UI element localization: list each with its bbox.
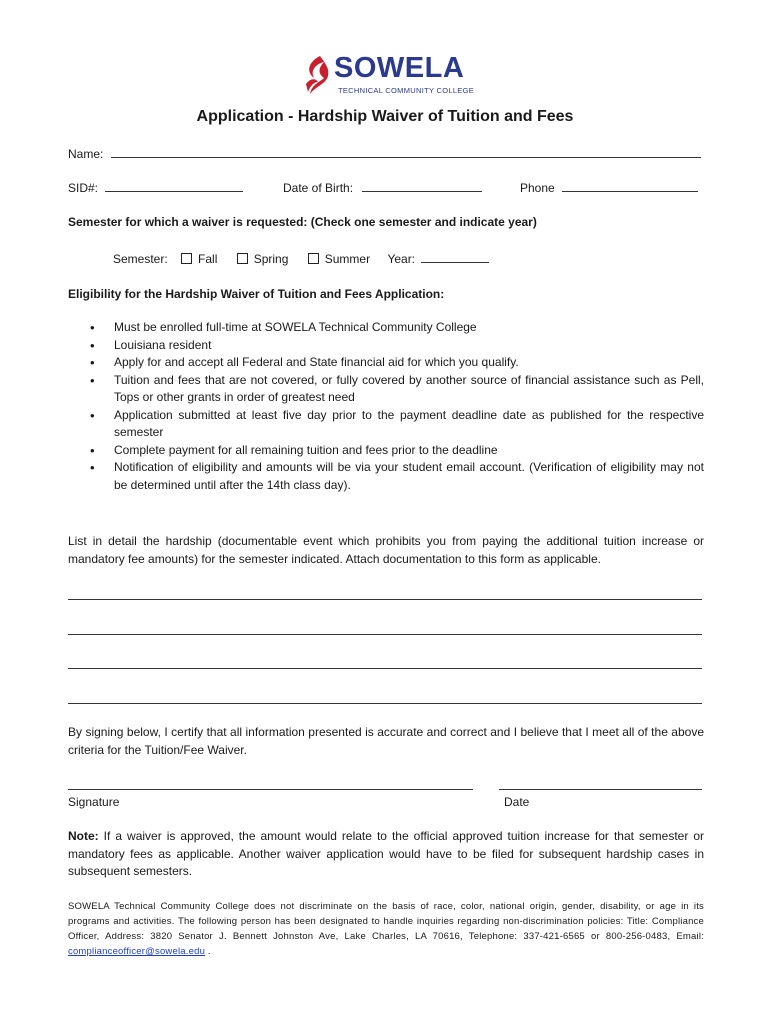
- dob-input-line[interactable]: [362, 180, 482, 192]
- list-item: • Must be enrolled full-time at SOWELA Technical Community College: [90, 319, 704, 337]
- year-label: Year:: [387, 252, 416, 266]
- date-label: Date: [504, 795, 530, 809]
- phone-input-line[interactable]: [562, 180, 698, 192]
- sid-field: [68, 180, 243, 195]
- summer-label: Summer: [324, 252, 371, 266]
- certification-text: By signing below, I certify that all information presented is accurate and correct and I believe that I meet all of the above criteria for the Tuition/Fee Waiver.: [68, 725, 704, 757]
- spring-checkbox[interactable]: [237, 253, 248, 264]
- note-text: If a waiver is approved, the amount would relate to the official approved tuition increase for that semester or mandatory fees as applicable. Another waiver application would have to be filed for subsequent hardship cases in subsequent semesters.: [68, 829, 704, 878]
- hardship-line-2[interactable]: [68, 634, 702, 635]
- date-line[interactable]: [499, 789, 702, 790]
- list-item: • Notification of eligibility and amounts will be via your student email account. (Verification of eligibility may not be determined until after the 14th class day).: [90, 459, 704, 494]
- dob-field: [283, 180, 482, 195]
- logo-name: SOWELA: [334, 52, 465, 84]
- nondiscrimination-footer: [68, 899, 704, 959]
- footer-text: SOWELA Technical Community College does not discriminate on the basis of race, color, national origin, gender, disability, or age in its programs and activities. The following person has been designated to handle inquiries regarding non-discrimination policies: Title: Compliance Officer, Address: 3820 Senator J. Bennett Johnston Ave, Lake Charles, LA 70616, Telephone: 337-421-6565 or 800-256-0483, Email:: [68, 901, 704, 942]
- hardship-line-3[interactable]: [68, 668, 702, 669]
- fall-label: Fall: [198, 252, 218, 266]
- note-label: Note:: [68, 829, 99, 843]
- page-title: Application - Hardship Waiver of Tuition and Fees: [196, 108, 574, 125]
- list-item: • Application submitted at least five day prior to the payment deadline date as published for the respective semester: [90, 407, 704, 442]
- sid-input-line[interactable]: [105, 180, 243, 192]
- name-input-line[interactable]: [111, 146, 701, 158]
- dob-label: Date of Birth:: [283, 181, 354, 195]
- name-field: [68, 146, 701, 161]
- list-item: • Complete payment for all remaining tuition and fees prior to the deadline: [90, 442, 704, 460]
- fall-checkbox[interactable]: [181, 253, 192, 264]
- signature-line[interactable]: [68, 789, 473, 790]
- phone-label: Phone: [520, 181, 555, 195]
- spring-label: Spring: [253, 252, 289, 266]
- semester-row: [113, 251, 489, 266]
- name-label: Name:: [68, 147, 104, 161]
- logo-tagline: TECHNICAL COMMUNITY COLLEGE: [338, 86, 475, 95]
- semester-label: Semester:: [113, 252, 168, 266]
- hardship-line-4[interactable]: [68, 703, 702, 704]
- signature-label: Signature: [68, 795, 120, 809]
- list-item: • Tuition and fees that are not covered, or fully covered by another source of financial assistance such as Pell, Tops or other grants in order of greatest need: [90, 372, 704, 407]
- hardship-instructions: List in detail the hardship (documentable event which prohibits you from paying the additional tuition increase or mandatory fee amounts) for the semester indicated. Attach documentation to this form as applicable.: [68, 534, 704, 566]
- list-item: • Louisiana resident: [90, 337, 704, 355]
- compliance-email-link[interactable]: complianceofficer@sowela.edu: [68, 946, 206, 957]
- phone-field: [520, 180, 698, 195]
- summer-checkbox[interactable]: [308, 253, 319, 264]
- list-item: • Apply for and accept all Federal and State financial aid for which you qualify.: [90, 354, 704, 372]
- eligibility-heading: Eligibility for the Hardship Waiver of Tuition and Fees Application:: [68, 287, 445, 301]
- note-paragraph: [68, 828, 704, 881]
- college-logo: [300, 52, 480, 102]
- hardship-line-1[interactable]: [68, 599, 702, 600]
- eligibility-list: [90, 319, 704, 494]
- sid-label: SID#:: [68, 181, 99, 195]
- logo-flame-icon: [300, 54, 336, 100]
- semester-heading: Semester for which a waiver is requested: (Check one semester and indicate year): [68, 215, 537, 229]
- footer-end: .: [205, 946, 211, 957]
- year-input-line[interactable]: [421, 251, 489, 263]
